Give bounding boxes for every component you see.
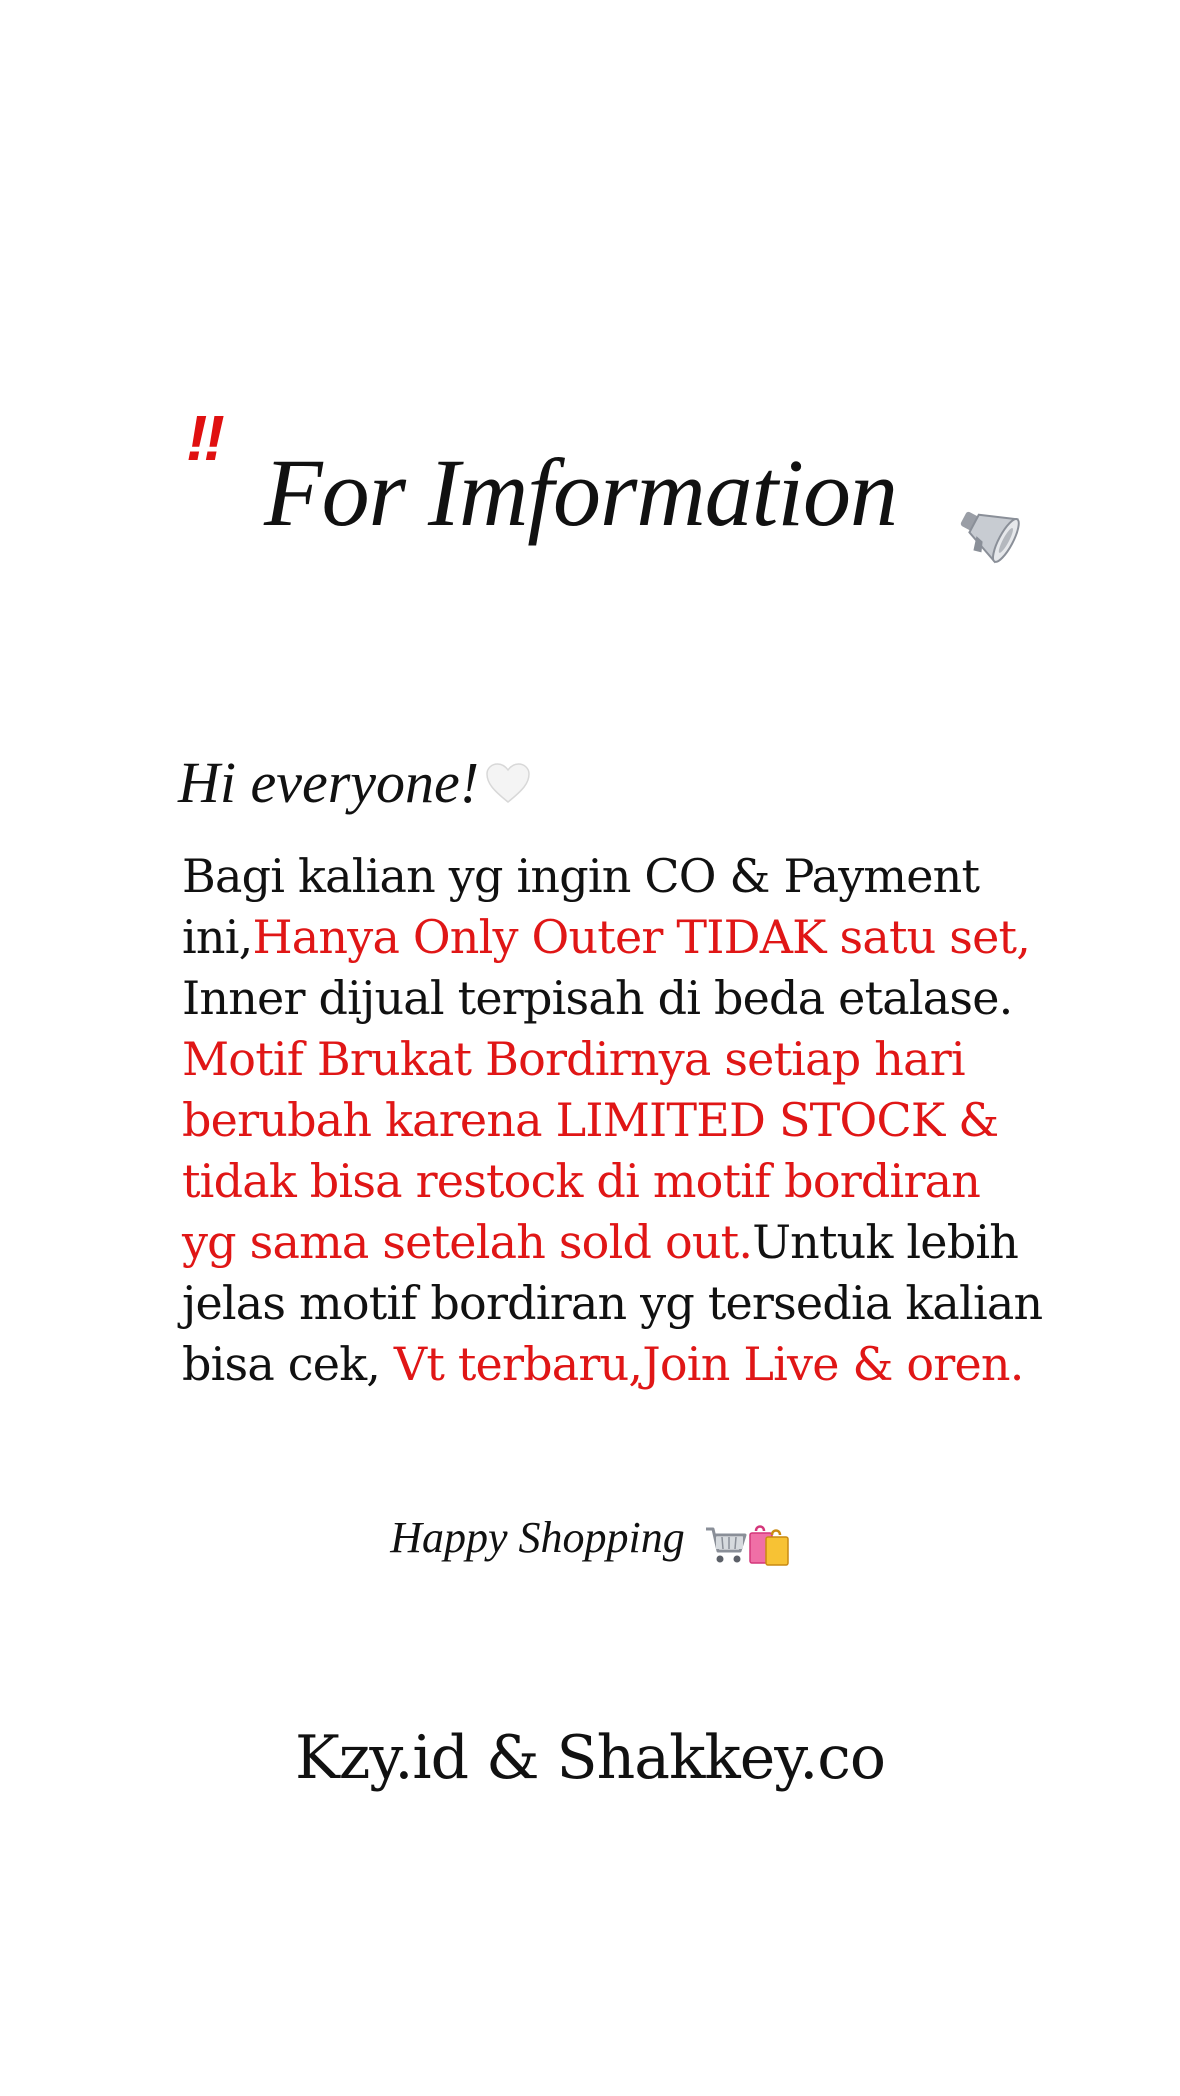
white-heart-icon — [485, 762, 531, 804]
message-line — [182, 1334, 1062, 1395]
highlight-check-channels: Vt terbaru,Join Live & oren. — [393, 1337, 1024, 1391]
greeting-text: Hi everyone! — [178, 750, 480, 815]
highlight-motif: Motif Brukat Bordirnya setiap hari — [182, 1032, 965, 1086]
closing-text: Happy Shopping — [390, 1513, 685, 1562]
message-line — [182, 1212, 1062, 1273]
brand-footer: Kzy.id & Shakkey.co — [294, 1723, 886, 1793]
page-title: For Imformation — [264, 439, 897, 546]
highlight-limited-stock: berubah karena LIMITED STOCK & — [182, 1093, 999, 1147]
message-line: jelas motif bordiran yg tersedia kalian — [182, 1276, 1043, 1330]
highlight-no-restock: tidak bisa restock di motif bordiran — [182, 1154, 981, 1208]
message-line: Bagi kalian yg ingin CO & Payment — [182, 849, 980, 903]
closing-icons — [704, 1516, 790, 1569]
closing-message — [0, 1512, 1180, 1568]
message-line — [182, 907, 1062, 968]
shopping-cart-icon — [704, 1525, 748, 1565]
message-line: Inner dijual terpisah di beda etalase. — [182, 971, 1013, 1025]
megaphone-icon — [950, 492, 1030, 572]
shopping-bags-icon — [748, 1523, 790, 1567]
info-message — [182, 846, 1062, 1395]
highlight-outer-only: Hanya Only Outer TIDAK satu set, — [252, 910, 1031, 964]
highlight-sold-out: yg sama setelah sold out. — [182, 1215, 753, 1269]
header — [180, 400, 1040, 580]
message-text: ini, — [182, 910, 253, 964]
greeting — [178, 748, 531, 818]
message-text: Untuk lebih — [752, 1215, 1019, 1269]
message-text: bisa cek, — [182, 1337, 381, 1391]
double-exclamation-icon: ‼ — [186, 402, 219, 474]
